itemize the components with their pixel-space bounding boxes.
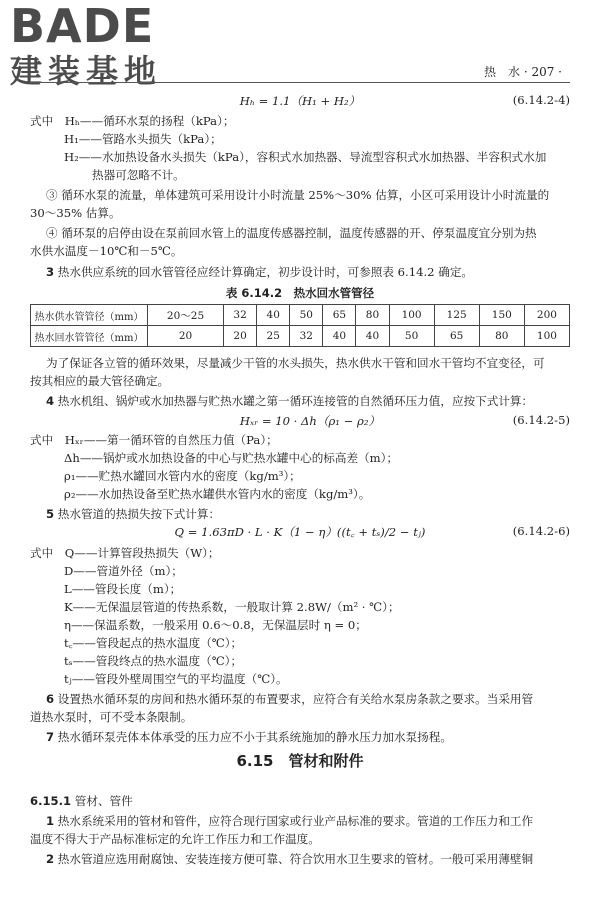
paragraph-line: 为了保证各立管的循环效果，尽量减少干管的水头损失，热水供水干管和回水干管均不宜变径，可 [46,356,545,370]
table-cell: 80 [479,326,524,347]
equation-6-14-2-4: Hₕ = 1.1（H₁ + H₂） [239,94,361,108]
where-line: H₁——管路水头损失（kPa）； [64,132,222,146]
item-text: 设置热水循环泵的房间和热水循环泵的布置要求，应符合有关给水泵房条款之要求。当采用管 [57,692,534,706]
where-line: H₂——水加热设备水头损失（kPa），容积式水加热器、导流型容积式水加热器、半容积式水加 [64,150,547,164]
where-line: D——管道外径（m）； [64,564,183,578]
item-text: 热水系统采用的管材和管件，应符合现行国家或行业产品标准的要求。管道的工作压力和工作 [57,814,534,828]
table-cell: 125 [434,305,479,326]
where-line: Δh——锅炉或水加热设备的中心与贮热水罐中心的标高差（m）； [64,451,399,465]
paragraph-line: ④ 循环泵的启停由设在泵前回水管上的温度传感器控制，温度传感器的开、停泵温度宜分别为热 [46,226,537,240]
where-line: 热器可忽略不计。 [92,168,185,182]
publisher-logo [10,0,163,90]
table-cell: 100 [389,305,434,326]
table-cell: 40 [323,326,356,347]
paragraph-line: ③ 循环水泵的流量，单体建筑可采用设计小时流量 25%～30% 估算，小区可采用设计小时流量的 [46,188,550,202]
table-cell: 80 [356,305,389,326]
item-number: 7 [46,730,55,744]
table-cell: 20 [224,326,257,347]
item-text: 热水管道的热损失按下式计算： [57,507,221,521]
running-head: 热 水 · 207 · [484,65,562,79]
where-line: tⱼ——管段外壁周围空气的平均温度（℃）。 [64,672,288,686]
table-cell: 32 [290,326,323,347]
equation-6-14-2-5: Hₓᵣ = 10 · Δh（ρ₁ − ρ₂） [239,414,381,428]
logo-brand: BADE [10,0,155,53]
table-cell: 25 [257,326,290,347]
item-7 [46,729,452,745]
where-line: 式中 Hₓᵣ——第一循环管的自然压力值（Pa）； [30,433,278,447]
item-number: 3 [46,265,55,279]
table-cell: 200 [524,305,569,326]
table-row [31,305,570,326]
equation-number: (6.14.2-6) [512,524,570,538]
table-cell: 50 [290,305,323,326]
item-number: 1 [46,814,55,828]
where-line: K——无保温层管道的传热系数，一般取计算 2.8W/（m² · ℃）； [64,600,400,614]
item-3 [46,264,473,280]
sub-item-2 [46,851,533,867]
table-cell: 20 [148,326,224,347]
paragraph-line: 道热水泵时，可不受本条限制。 [30,710,193,724]
section-heading: 6.15 管材和附件 [236,752,364,770]
table-caption: 表 6.14.2 热水回水管管径 [225,286,375,300]
item-number: 2 [46,852,55,866]
pipe-diameter-table [30,304,570,347]
table-row [31,326,570,347]
table-cell: 50 [389,326,434,347]
paragraph-line: 水供水温度－10℃和－5℃。 [30,244,183,258]
item-text: 热水机组、锅炉或水加热器与贮热水罐之第一循环连接管的自然循环压力值，应按下式计算： [57,394,534,408]
table-cell: 150 [479,305,524,326]
where-line: t꜀——管段起点的热水温度（℃）； [64,636,243,650]
paragraph-line: 温度不得大于产品标准标定的允许工作压力和工作温度。 [30,832,320,846]
where-line: 式中 Q——计算管段热损失（W）； [30,546,220,560]
where-line: ρ₁——贮热水罐回水管内水的密度（kg/m³）； [64,469,301,483]
item-text: 热水管道应选用耐腐蚀、安装连接方便可靠、符合饮用水卫生要求的管材。一般可采用薄壁铜 [57,852,534,866]
where-line: 式中 Hₕ——循环水泵的扬程（kPa）； [30,114,235,128]
subsection-number: 6.15.1 [30,794,72,808]
table-cell: 32 [224,305,257,326]
where-line: tₛ——管段终点的热水温度（℃）； [64,654,243,668]
equation-number: (6.14.2-5) [512,413,570,427]
table-cell: 40 [257,305,290,326]
item-text: 热水循环泵壳体本体承受的压力应不小于其系统施加的静水压力加水泵扬程。 [57,730,452,744]
where-line: ρ₂——水加热设备至贮热水罐供水管内水的密度（kg/m³）。 [64,487,371,501]
table-cell: 65 [323,305,356,326]
equation-number: (6.14.2-4) [512,93,570,107]
table-cell: 100 [524,326,569,347]
where-line: η——保温系数，一般采用 0.6～0.8，无保温层时 η = 0； [64,618,367,632]
header-rule [30,82,570,83]
table-cell: 20～25 [148,305,224,326]
subsection-heading [30,793,133,809]
equation-6-14-2-6: Q = 1.63πD · L · K（1 − η）((t꜀ + tₛ)/2 − tⱼ) [174,525,426,539]
item-number: 6 [46,692,55,706]
item-6 [46,691,533,707]
sub-item-1 [46,813,533,829]
item-number: 5 [46,507,55,521]
item-5 [46,506,220,522]
logo-subtitle: 建装基地 [10,52,163,90]
paragraph-line: 30～35% 估算。 [30,206,121,220]
table-cell: 40 [356,326,389,347]
where-line: L——管段长度（m）； [64,582,182,596]
row-header: 热水回水管管径（mm） [31,326,148,347]
item-text: 热水供应系统的回水管管径应经计算确定，初步设计时，可参照表 6.14.2 确定。 [57,265,474,279]
paragraph-line: 按其相应的最大管径确定。 [30,374,170,388]
item-4 [46,393,533,409]
subsection-title: 管材、管件 [74,794,133,808]
item-number: 4 [46,394,55,408]
row-header: 热水供水管管径（mm） [31,305,148,326]
table-cell: 65 [434,326,479,347]
